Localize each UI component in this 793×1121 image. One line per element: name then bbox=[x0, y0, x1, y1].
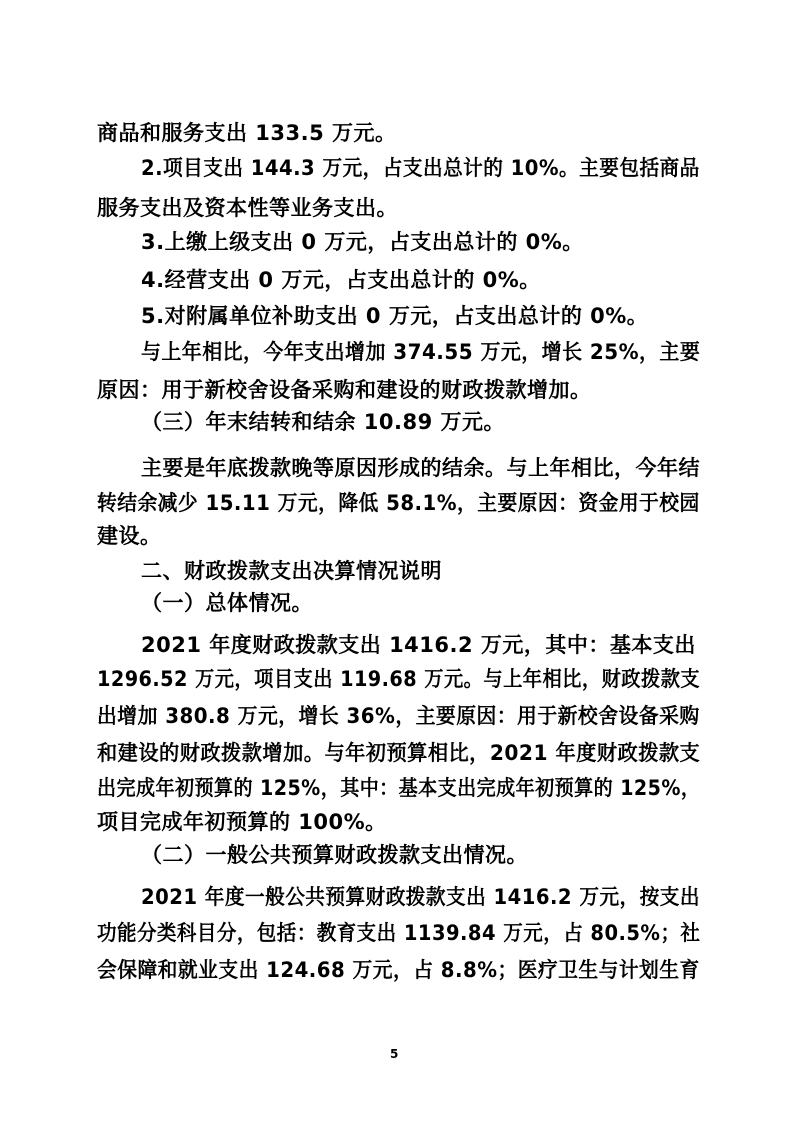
text-line: 功能分类科目分，包括：教育支出 1139.84 万元，占 80.5%；社 bbox=[97, 921, 701, 945]
text-line: 主要是年底拨款晚等原因形成的结余。与上年相比，今年结 bbox=[141, 456, 700, 480]
text-line: 建设。 bbox=[97, 524, 162, 548]
text-line: 2.项目支出 144.3 万元，占支出总计的 10%。主要包括商品 bbox=[141, 156, 700, 180]
text-line: 2021 年度财政拨款支出 1416.2 万元，其中：基本支出 bbox=[141, 633, 696, 657]
text-line: 与上年相比，今年支出增加 374.55 万元，增长 25%，主要 bbox=[141, 340, 701, 364]
subsection-heading: （一）总体情况。 bbox=[141, 591, 313, 615]
text-line: 3.上缴上级支出 0 万元，占支出总计的 0%。 bbox=[141, 230, 584, 254]
text-line: 2021 年度一般公共预算财政拨款支出 1416.2 万元，按支出 bbox=[141, 885, 700, 909]
section-heading: （三）年末结转和结余 10.89 万元。 bbox=[141, 410, 506, 434]
text-line: 5.对附属单位补助支出 0 万元，占支出总计的 0%。 bbox=[141, 304, 649, 328]
text-line: 出增加 380.8 万元，增长 36%，主要原因：用于新校舍设备采购 bbox=[97, 704, 700, 728]
text-line: 出完成年初预算的 125%，其中：基本支出完成年初预算的 125%， bbox=[97, 776, 701, 800]
text-line: 转结余减少 15.11 万元，降低 58.1%，主要原因：资金用于校园 bbox=[97, 491, 700, 515]
text-line: 项目完成年初预算的 100%。 bbox=[97, 810, 387, 834]
text-line: 原因：用于新校舍设备采购和建设的财政拨款增加。 bbox=[97, 378, 592, 402]
text-line: 商品和服务支出 133.5 万元。 bbox=[97, 121, 397, 145]
text-line: 和建设的财政拨款增加。与年初预算相比，2021 年度财政拨款支 bbox=[97, 741, 701, 765]
text-line: 服务支出及资本性等业务支出。 bbox=[97, 196, 398, 220]
text-line: 4.经营支出 0 万元，占支出总计的 0%。 bbox=[141, 268, 541, 292]
subsection-heading: （二）一般公共预算财政拨款支出情况。 bbox=[141, 843, 528, 867]
page-number: 5 bbox=[390, 1047, 399, 1061]
text-line: 会保障和就业支出 124.68 万元，占 8.8%；医疗卫生与计划生育 bbox=[97, 958, 700, 982]
section-heading: 二、财政拨款支出决算情况说明 bbox=[141, 559, 442, 583]
text-line: 1296.52 万元，项目支出 119.68 万元。与上年相比，财政拨款支 bbox=[97, 667, 701, 691]
